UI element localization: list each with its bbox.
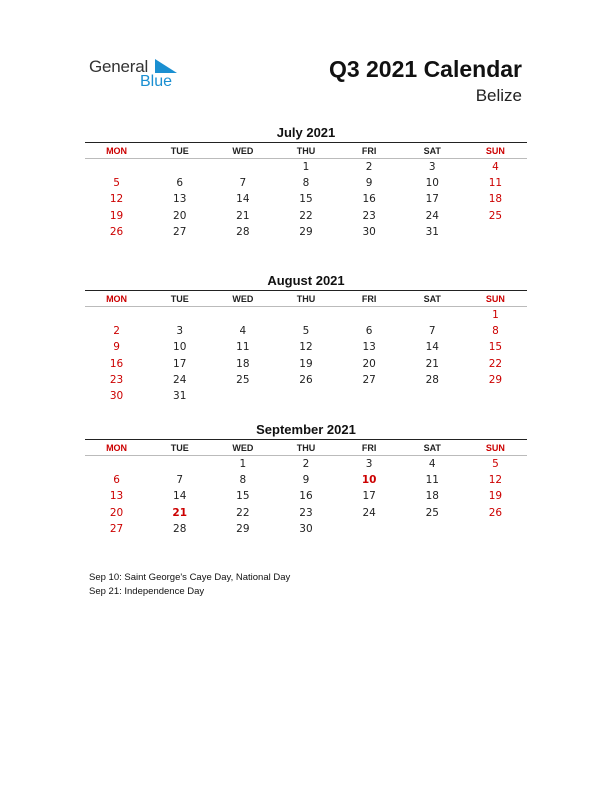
day-cell: 22 [299, 209, 313, 222]
day-cell: 23 [299, 506, 313, 519]
day-cell: 24 [362, 506, 376, 519]
day-cell: 7 [239, 177, 247, 190]
day-cell: 2 [113, 325, 120, 338]
day-cell: 20 [362, 357, 376, 370]
day-cell: 14 [425, 341, 439, 354]
calendar-title: Q3 2021 Calendar [328, 56, 522, 82]
day-cell: 15 [488, 341, 503, 354]
day-cell: 30 [362, 225, 376, 238]
week-row [85, 505, 527, 521]
week-row [85, 488, 527, 504]
holiday-notes [89, 571, 290, 599]
logo-general-text: General [89, 57, 149, 76]
weekday-label: SUN [485, 293, 505, 304]
day-cell: 17 [362, 490, 376, 503]
day-cell: 22 [488, 357, 503, 370]
day-cell: 10 [173, 341, 187, 354]
week-row [85, 224, 527, 240]
day-cell: 9 [113, 341, 120, 354]
month-august [85, 272, 527, 404]
week-row [85, 472, 527, 488]
weekday-label: TUE [170, 442, 189, 453]
day-cell: 2 [365, 161, 373, 174]
day-cell: 4 [428, 458, 436, 471]
holiday-note: Sep 21: Independence Day [89, 586, 205, 597]
week-row [85, 388, 527, 404]
day-cell: 28 [173, 522, 187, 535]
day-cell: 16 [109, 357, 124, 370]
day-cell: 5 [492, 458, 499, 471]
day-cell: 21 [425, 357, 439, 370]
day-cell: 8 [239, 474, 247, 487]
weekday-label: MON [106, 442, 128, 453]
day-cell: 6 [113, 474, 120, 487]
day-cell: 28 [236, 225, 250, 238]
day-cell: 27 [362, 373, 376, 386]
day-cell: 19 [109, 209, 124, 222]
day-cell: 12 [488, 474, 503, 487]
day-cell: 13 [362, 341, 376, 354]
month-title: July 2021 [276, 125, 336, 140]
day-cell: 1 [302, 161, 310, 174]
day-cell: 31 [173, 390, 187, 403]
month-title: September 2021 [256, 422, 356, 437]
day-cell: 29 [236, 522, 250, 535]
day-cell: 19 [299, 357, 313, 370]
weekday-header [85, 439, 527, 456]
week-row [85, 456, 527, 472]
weekday-label: SAT [423, 145, 441, 156]
day-cell: 10 [361, 474, 377, 487]
day-cell: 3 [428, 161, 436, 174]
generalblue-logo [89, 57, 189, 93]
day-cell: 16 [362, 193, 376, 206]
day-cell: 14 [236, 193, 250, 206]
day-cell: 12 [299, 341, 313, 354]
day-cell: 15 [236, 490, 250, 503]
day-cell: 4 [492, 161, 499, 174]
weekday-label: SAT [423, 293, 441, 304]
day-cell: 6 [365, 325, 373, 338]
week-row [85, 521, 527, 537]
day-cell: 11 [425, 474, 439, 487]
weekday-label: FRI [361, 293, 377, 304]
week-row [85, 175, 527, 191]
day-cell: 17 [173, 357, 187, 370]
weekday-label: MON [106, 293, 128, 304]
day-cell: 27 [109, 522, 124, 535]
day-cell: 30 [299, 522, 313, 535]
day-cell: 29 [299, 225, 313, 238]
day-cell: 27 [173, 225, 187, 238]
day-cell: 1 [239, 458, 247, 471]
day-cell: 28 [425, 373, 439, 386]
country-name: Belize [475, 86, 522, 105]
weekday-label: FRI [361, 145, 377, 156]
day-cell: 30 [109, 390, 124, 403]
day-cell: 12 [109, 193, 124, 206]
day-cell: 18 [488, 193, 503, 206]
day-cell: 1 [492, 309, 499, 322]
day-cell: 7 [428, 325, 436, 338]
day-cell: 26 [109, 225, 124, 238]
day-cell: 2 [302, 458, 310, 471]
day-cell: 9 [302, 474, 310, 487]
day-cell: 8 [302, 177, 310, 190]
week-row [85, 372, 527, 388]
weekday-label: THU [296, 442, 316, 453]
day-cell: 11 [236, 341, 250, 354]
week-row [85, 356, 527, 372]
day-cell: 21 [172, 506, 188, 519]
day-cell: 26 [299, 373, 313, 386]
week-row [85, 159, 527, 175]
day-cell: 23 [362, 209, 376, 222]
day-cell: 3 [176, 325, 184, 338]
day-cell: 8 [492, 325, 499, 338]
week-row [85, 191, 527, 207]
day-cell: 11 [488, 177, 503, 190]
day-cell: 13 [109, 490, 124, 503]
week-row [85, 208, 527, 224]
day-cell: 5 [302, 325, 310, 338]
weekday-label: THU [296, 145, 316, 156]
day-cell: 23 [109, 373, 124, 386]
day-cell: 13 [173, 193, 187, 206]
day-cell: 19 [488, 490, 503, 503]
day-cell: 25 [488, 209, 503, 222]
day-cell: 5 [113, 177, 120, 190]
month-title: August 2021 [267, 273, 345, 288]
day-cell: 29 [488, 373, 503, 386]
day-cell: 18 [236, 357, 250, 370]
weekday-header [85, 142, 527, 159]
day-cell: 15 [299, 193, 313, 206]
day-cell: 17 [425, 193, 439, 206]
day-cell: 31 [425, 225, 439, 238]
day-cell: 6 [176, 177, 184, 190]
weekday-label: SUN [485, 145, 505, 156]
week-row [85, 307, 527, 323]
day-cell: 24 [173, 373, 187, 386]
day-cell: 10 [425, 177, 439, 190]
month-july [85, 124, 527, 240]
holiday-note: Sep 10: Saint George's Caye Day, National Day [89, 572, 291, 583]
weekday-label: TUE [170, 293, 189, 304]
weekday-label: WED [232, 442, 254, 453]
day-cell: 26 [488, 506, 503, 519]
weekday-label: WED [232, 293, 254, 304]
day-cell: 16 [299, 490, 313, 503]
day-cell: 24 [425, 209, 439, 222]
week-row [85, 323, 527, 339]
weekday-header [85, 290, 527, 307]
weekday-label: WED [232, 145, 254, 156]
day-cell: 3 [365, 458, 373, 471]
month-september [85, 421, 527, 537]
weekday-label: SUN [485, 442, 505, 453]
day-cell: 4 [239, 325, 247, 338]
day-cell: 9 [365, 177, 373, 190]
weekday-label: FRI [361, 442, 377, 453]
day-cell: 25 [236, 373, 250, 386]
weekday-label: THU [296, 293, 316, 304]
weekday-label: MON [106, 145, 128, 156]
day-cell: 7 [176, 474, 184, 487]
weekday-label: SAT [423, 442, 441, 453]
day-cell: 22 [236, 506, 250, 519]
day-cell: 21 [236, 209, 250, 222]
day-cell: 18 [425, 490, 439, 503]
logo-blue-text: Blue [140, 73, 173, 90]
day-cell: 25 [425, 506, 439, 519]
week-row [85, 339, 527, 355]
weekday-label: TUE [170, 145, 189, 156]
day-cell: 14 [173, 490, 187, 503]
day-cell: 20 [109, 506, 124, 519]
day-cell: 20 [173, 209, 187, 222]
